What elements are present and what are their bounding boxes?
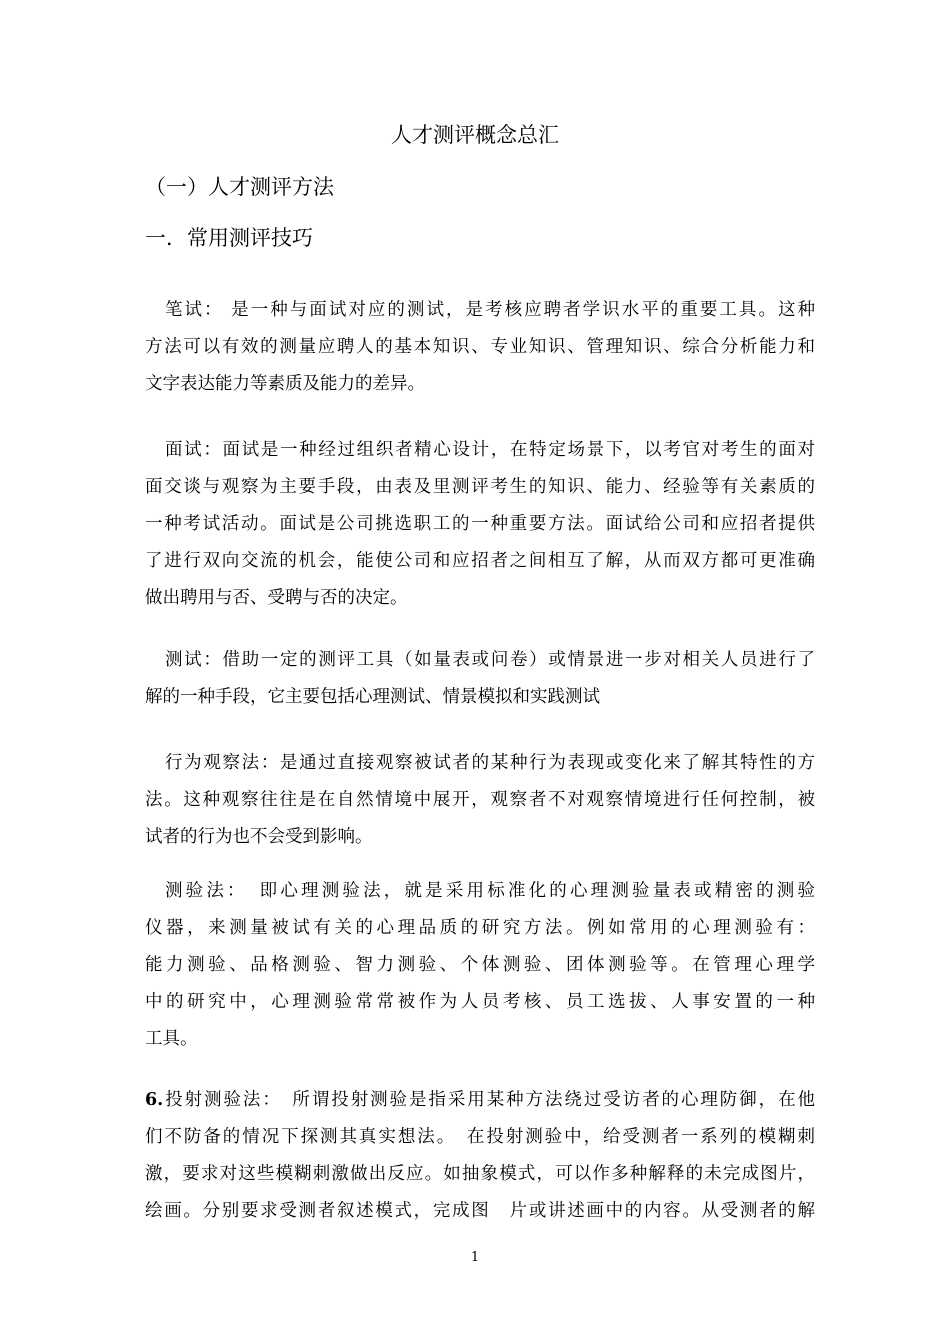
paragraph-line: 工具。 <box>145 1029 198 1049</box>
subsection-heading: 一．常用测评技巧 <box>145 226 313 250</box>
paragraph-line: 方法可以有效的测量应聘人的基本知识、专业知识、管理知识、综合分析能力和 <box>145 337 815 357</box>
paragraph-behavior-observation <box>145 745 815 856</box>
paragraph-line: 行为观察法：是通过直接观察被试者的某种行为表现或变化来了解其特性的方 <box>165 753 815 773</box>
paragraph-interview <box>145 432 815 617</box>
item-number: 6. <box>145 1090 164 1110</box>
paragraph-line: 面试：面试是一种经过组织者精心设计，在特定场景下，以考官对考生的面对 <box>165 440 815 460</box>
paragraph-line: 测验法： 即心理测验法，就是采用标准化的心理测验量表或精密的测验 <box>165 881 815 901</box>
paragraph-line: 们不防备的情况下探测其真实想法。 在投射测验中，给受测者一系列的模糊刺 <box>145 1127 815 1147</box>
paragraph-line: 仪器，来测量被试有关的心理品质的研究方法。例如常用的心理测验有： <box>145 918 815 938</box>
paragraph-line: 绘画。分别要求受测者叙述模式，完成图 片或讲述画中的内容。从受测者的解 <box>145 1201 815 1221</box>
paragraph-line <box>145 1082 815 1119</box>
paragraph-line: 笔试： 是一种与面试对应的测试，是考核应聘者学识水平的重要工具。这种 <box>165 300 815 320</box>
paragraph-line: 了进行双向交流的机会，能使公司和应招者之间相互了解，从而双方都可更准确 <box>145 551 815 571</box>
paragraph-test <box>145 642 815 716</box>
paragraph-line: 文字表达能力等素质及能力的差异。 <box>145 374 425 394</box>
paragraph-line: 测试：借助一定的测评工具（如量表或问卷）或情景进一步对相关人员进行了 <box>165 650 815 670</box>
paragraph-line: 解的一种手段，它主要包括心理测试、情景模拟和实践测试 <box>145 687 600 707</box>
paragraph-line: 法。这种观察往往是在自然情境中展开，观察者不对观察情境进行任何控制，被 <box>145 790 815 810</box>
paragraph-line: 面交谈与观察为主要手段，由表及里测评考生的知识、能力、经验等有关素质的 <box>145 477 815 497</box>
document-title: 人才测评概念总汇 <box>391 123 559 147</box>
section-heading: （一）人才测评方法 <box>145 175 334 199</box>
paragraph-line: 做出聘用与否、受聘与否的决定。 <box>145 588 408 608</box>
page-number: 1 <box>470 1250 480 1265</box>
paragraph-testing-method <box>145 873 815 1058</box>
paragraph-line-text: 投射测验法： 所谓投射测验是指采用某种方法绕过受访者的心理防御，在他 <box>163 1090 815 1110</box>
paragraph-line: 试者的行为也不会受到影响。 <box>145 827 373 847</box>
paragraph-line: 激，要求对这些模糊刺激做出反应。如抽象模式，可以作多种解释的未完成图片， <box>145 1164 815 1184</box>
paragraph-written-test <box>145 292 815 403</box>
paragraph-line: 能力测验、品格测验、智力测验、个体测验、团体测验等。在管理心理学 <box>145 955 815 975</box>
paragraph-line: 中的研究中，心理测验常常被作为人员考核、员工选拔、人事安置的一种 <box>145 992 815 1012</box>
paragraph-line: 一种考试活动。面试是公司挑选职工的一种重要方法。面试给公司和应招者提供 <box>145 514 815 534</box>
paragraph-projective-test <box>145 1082 815 1230</box>
